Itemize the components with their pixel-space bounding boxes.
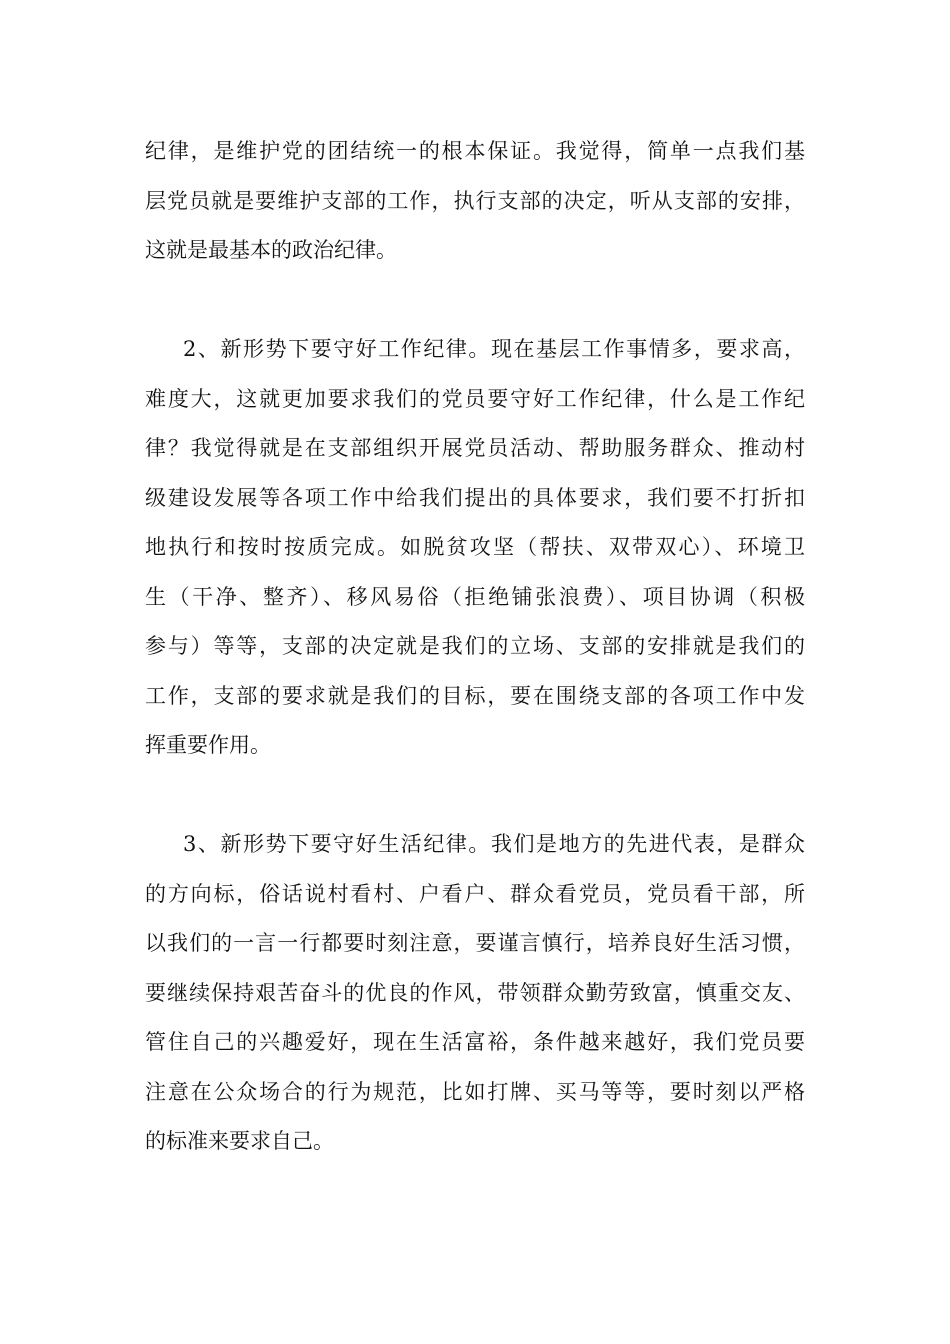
- text-line: 的方向标，俗话说村看村、户看户、群众看党员，党员看干部，所: [145, 881, 805, 906]
- paragraph-work-discipline: [145, 325, 805, 771]
- text-line: 注意在公众场合的行为规范，比如打牌、买马等等，要时刻以严格: [145, 1079, 805, 1104]
- text-line: 工作，支部的要求就是我们的目标，要在围绕支部的各项工作中发: [145, 683, 805, 708]
- text-line: 挥重要作用。: [145, 733, 271, 757]
- paragraph-political-discipline: [145, 127, 805, 276]
- text-line: 2、新形势下要守好工作纪律。现在基层工作事情多，要求高，: [183, 337, 805, 361]
- text-line: 纪律，是维护党的团结统一的根本保证。我觉得，简单一点我们基: [145, 139, 805, 163]
- text-line: 管住自己的兴趣爱好，现在生活富裕，条件越来越好，我们党员要: [145, 1030, 805, 1054]
- text-line: 地执行和按时按质完成。如脱贫攻坚（帮扶、双带双心）、环境卫: [145, 535, 805, 559]
- text-line: 3、新形势下要守好生活纪律。我们是地方的先进代表，是群众: [183, 832, 805, 856]
- text-line: 以我们的一言一行都要时刻注意，要谨言慎行，培养良好生活习惯，: [145, 931, 805, 955]
- text-line: 要继续保持艰苦奋斗的优良的作风，带领群众勤劳致富，慎重交友、: [145, 980, 805, 1005]
- text-line: 参与）等等，支部的决定就是我们的立场、支部的安排就是我们的: [145, 634, 805, 658]
- text-line: 这就是最基本的政治纪律。: [145, 238, 397, 262]
- text-line: 级建设发展等各项工作中给我们提出的具体要求，我们要不打折扣: [145, 485, 805, 510]
- text-line: 的标准来要求自己。: [145, 1129, 334, 1153]
- paragraph-life-discipline: [145, 820, 805, 1167]
- text-line: 生（干净、整齐）、移风易俗（拒绝铺张浪费）、项目协调（积极: [145, 584, 805, 609]
- text-line: 层党员就是要维护支部的工作，执行支部的决定，听从支部的安排，: [145, 188, 805, 213]
- text-line: 律？我觉得就是在支部组织开展党员活动、帮助服务群众、推动村: [145, 436, 805, 460]
- text-line: 难度大，这就更加要求我们的党员要守好工作纪律，什么是工作纪: [145, 386, 805, 411]
